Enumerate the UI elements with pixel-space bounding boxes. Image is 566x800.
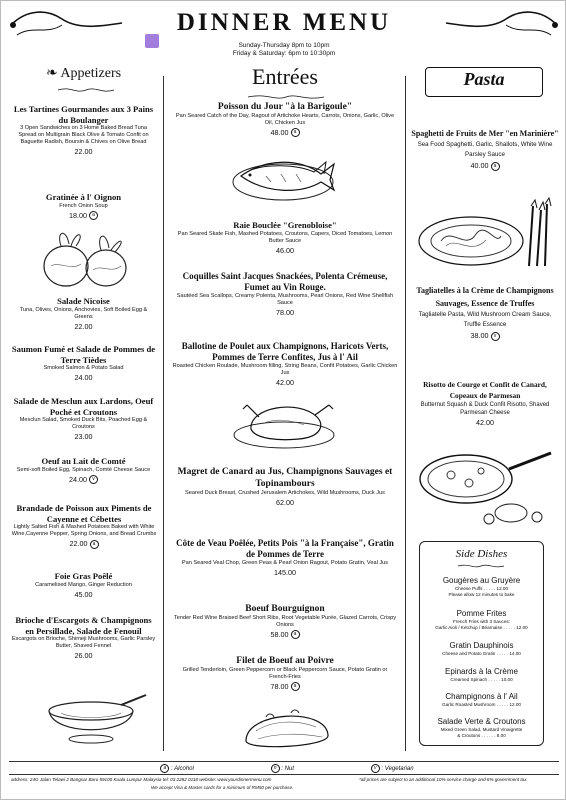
dish-name: Brioche d'Escargots & Champignons en Persillade, Salade de Fenouil	[15, 615, 152, 636]
entrees-heading: Entrées	[252, 64, 318, 89]
appetizer-item	[11, 396, 156, 441]
pasta-heading: Pasta	[463, 69, 505, 89]
dish-desc: Mesclun Salad, Smoked Duck Bits, Poached Egg & Croutons	[19, 417, 148, 430]
dish-price: 45.00	[74, 589, 93, 599]
divider-right	[405, 76, 406, 751]
dish-price: 23.00	[74, 432, 93, 441]
appetizers-heading	[21, 65, 146, 82]
dish-desc: Tuna, Olives, Onions, Anchovies, Soft Boiled Egg & Greens	[19, 306, 148, 320]
dish-desc: Pan Seared Catch of the Day, Ragout of Artichoke Hearts, Carrots, Onions, Garlic, Olive Oil, Chicken Jus	[175, 112, 395, 126]
dish-desc: Caramelised Mango, Ginger Reduction	[35, 581, 132, 588]
fish-illustration	[226, 146, 341, 206]
appetizer-item	[11, 344, 156, 382]
side-dish-note: Please allow 12 minutes to bake	[448, 592, 515, 597]
pasta-item	[411, 128, 559, 171]
dish-price: 48.00 a	[173, 128, 397, 138]
dish-price: 24.00	[74, 373, 93, 382]
side-dish-name: Pomme Frites	[456, 609, 507, 618]
dish-price: 24.00 v	[11, 475, 156, 485]
dish-desc: Roasted Chicken Roulade, Mushroom filling, String Beans, Confit Potatoes, Garlic Chicken Jus	[172, 363, 398, 376]
dish-price: 42.00	[276, 378, 294, 387]
footer-address: address: 24G Jalan Telawi 2 Bangsar Baru 59100 Kuala Lumpur Malaysia tel: 03 2282 0118 website: www.yourdinnermenu.com	[11, 777, 272, 782]
side-dish-desc: Garlic Roasted Mushroom . . . . . 12.00	[442, 702, 521, 707]
alcohol-badge: a	[291, 630, 300, 639]
dish-price: 145.00	[274, 568, 296, 577]
alcohol-badge: a	[291, 128, 300, 137]
opening-hours	[1, 42, 566, 58]
entree-item	[171, 538, 399, 577]
legend-bar	[9, 761, 559, 762]
dish-name: Foie Gras Poêlé	[54, 571, 113, 581]
footer-tax: *all prices are subject to an additional 10% service charge and 6% government tax.	[359, 777, 528, 782]
dish-desc: Escargots on Brioche, Shimeji Mushrooms, Garlic Parsley Butter, Shaved Fennel	[11, 636, 156, 649]
pasta-plate-illustration	[411, 196, 556, 271]
fleuron-icon: ❧	[45, 66, 61, 81]
risotto-pan-illustration	[411, 439, 556, 529]
dish-price: 18.00 a	[11, 211, 156, 221]
hours-weekend: Friday & Saturday: 6pm to 10:30pm	[232, 50, 336, 57]
entree-item	[173, 604, 397, 639]
side-dish-name: Gougères au Gruyère	[442, 576, 521, 585]
side-dish-desc: French Fries with 3 Sauces:	[453, 619, 510, 624]
dish-price: 78.00	[276, 308, 294, 317]
soup-bowl-illustration	[41, 691, 151, 746]
appetizer-item	[11, 296, 156, 331]
dish-desc: Butternut Squash & Duck Confit Risotto, Shaved Parmesan Cheese	[420, 402, 550, 416]
appetizer-item	[11, 571, 156, 599]
dish-name: Oeuf au Lait de Comté	[41, 456, 126, 466]
dish-name: Salade Nicoise	[57, 296, 110, 306]
dish-name: Spaghetti de Fruits de Mer "en Marinière"	[411, 129, 559, 138]
dish-price: 42.00	[476, 418, 494, 427]
side-dish-desc: Mixed Green Salad, Mustard Vinaigrette	[440, 727, 523, 732]
dish-desc: Tagliatelle Pasta, Wild Mushroom Cream Sauce, Truffle Essence	[418, 311, 552, 328]
alcohol-badge: a	[291, 682, 300, 691]
appetizers-heading-text: Appetizers	[60, 66, 122, 81]
dish-desc: Sea Food Spaghetti, Garlic, Shallots, White Wine Parsley Sauce	[417, 141, 553, 158]
dish-name: Brandade de Poisson aux Piments de Cayenne et Cébettes	[16, 503, 152, 524]
dish-desc: Smoked Salmon & Potato Salad	[43, 365, 124, 371]
divider-left	[163, 76, 164, 751]
dish-desc: Grilled Tenderloin, Green Peppercorn or Black Peppercorn Sauce, Potato Gratin or French-Fries	[182, 666, 388, 680]
hours-weekday: Sunday-Thursday 8pm to 10pm	[238, 42, 330, 49]
roast-chicken-illustration	[229, 393, 339, 453]
dish-price: 58.00 a	[173, 630, 397, 640]
dish-name: Coquilles Saint Jacques Snackées, Polenta Crémeuse, Fumet au Vin Rouge.	[182, 271, 388, 292]
side-dish-item	[419, 576, 544, 598]
beef-illustration	[236, 701, 336, 753]
dish-price: 26.00	[74, 651, 93, 660]
appetizer-item	[11, 456, 156, 484]
dish-desc: French Onion Soup	[59, 202, 108, 209]
dish-desc: Semi-soft Boiled Egg, Spinach, Comté Cheese Sauce	[16, 466, 151, 473]
alcohol-badge: a	[160, 764, 169, 773]
legend-nut: n : Nut	[269, 764, 294, 773]
dish-name: Les Tartines Gourmandes aux 3 Pains du Boulanger	[13, 104, 154, 125]
appetizer-item	[9, 503, 159, 549]
side-dish-item	[419, 667, 544, 683]
vegetarian-badge: v	[371, 764, 380, 773]
dish-name: Poisson du Jour "à la Barigoule"	[217, 102, 353, 112]
dish-name: Magret de Canard au Jus, Champignons Sauvages et Topinambours	[177, 467, 393, 489]
dish-name: Raie Bouclée "Grenobloise"	[233, 220, 337, 230]
side-dish-desc: Cheese and Potato Gratin . . . . . 14.00	[442, 651, 521, 656]
side-dish-name: Champignons à l' Ail	[445, 692, 518, 701]
side-dish-item	[419, 692, 544, 708]
legend-vegetarian: v : Vegetarian	[369, 764, 414, 773]
dish-name: Gratinée à l' Oignon	[45, 192, 122, 202]
legend-alcohol: a : Alcohol	[158, 764, 193, 773]
dish-name: Risotto de Courge et Confit de Canard, Copeaux de Parmesan	[423, 380, 547, 400]
appetizer-item	[11, 615, 156, 660]
dish-desc: Lightly Salted Fish & Mashed Potatoes Baked with White Wine,Cayenne Pepper, Spring Onions, and Bread Crumbs	[11, 524, 157, 537]
side-dishes-heading: Side Dishes	[455, 548, 508, 560]
entree-item	[173, 102, 397, 137]
dish-price: 40.00 a	[411, 161, 559, 171]
dish-desc: Pan Seared Skate Fish, Mashed Potatoes, Croutons, Capers, Diced Tomatoes, Lemon Butter Sauce	[177, 230, 393, 244]
entree-item	[173, 220, 397, 255]
vegetarian-badge: v	[491, 332, 500, 341]
appetizers-flourish	[56, 86, 116, 94]
footer-cards: We accept Visa & Master cards for a minimum of RM50 per purchase.	[151, 785, 294, 790]
side-dish-item	[419, 717, 544, 739]
appetizer-item	[11, 104, 156, 156]
footer-rule	[9, 774, 559, 775]
entrees-flourish	[246, 93, 326, 101]
vegetables-illustration	[31, 226, 141, 291]
dish-price: 22.00	[74, 321, 93, 331]
entree-item	[173, 656, 397, 691]
dish-name: Saumon Fumé et Salade de Pommes de Terre Tièdes	[11, 344, 156, 365]
dish-price: 78.00 a	[173, 682, 397, 692]
dish-name: Filet de Boeuf au Poivre	[236, 656, 334, 666]
dish-desc: Seared Duck Breast, Crushed Jerusalem Artichokes, Wild Mushrooms, Duck Jus	[185, 490, 385, 496]
side-dish-item	[419, 641, 544, 657]
alcohol-badge: a	[90, 540, 99, 549]
side-dish-name: Gratin Dauphinois	[449, 641, 514, 650]
dish-price: 62.00	[276, 498, 294, 507]
side-dish-desc: Creamed Spinach . . . . . 10.00	[450, 677, 513, 682]
entree-item	[173, 466, 397, 507]
entree-item	[171, 341, 399, 387]
side-dish-item	[419, 609, 544, 631]
menu-title: DINNER MENU	[176, 9, 392, 36]
side-dish-desc: Cheese Puffs . . . . . 12.00	[454, 586, 509, 591]
dish-name: Boeuf Bourguignon	[245, 604, 325, 614]
pasta-item	[411, 285, 559, 341]
dish-price: 38.00 v	[411, 331, 559, 341]
dish-price: 22.00 a	[9, 539, 159, 549]
side-dish-name: Salade Verte & Croutons	[437, 717, 526, 726]
entree-item	[173, 271, 397, 317]
side-dishes-flourish	[456, 563, 506, 569]
dish-name: Salade de Mesclun aux Lardons, Oeuf Poché et Croutons	[13, 396, 154, 417]
dish-desc: Pan Seared Veal Chop, Green Peas & Pearl Onion Ragout, Potato Gratin, Veal Jus	[181, 560, 389, 566]
alcohol-badge: a	[491, 162, 500, 171]
vegetarian-badge: v	[89, 475, 98, 484]
nut-badge: n	[271, 764, 280, 773]
alcohol-badge: a	[89, 211, 98, 220]
dish-name: Ballotine de Poulet aux Champignons, Haricots Verts, Pommes de Terre Confites, Jus à l' Ail	[181, 341, 389, 362]
dish-desc: Tender Red Wine Braised Beef Short Ribs, Root Vegetable Purée, Glazed Carrots, Crispy Onions	[174, 614, 396, 628]
side-dish-name: Epinards à la Crème	[445, 667, 518, 676]
dish-desc: Sautéed Sea Scallops, Creamy Polenta, Mushrooms, Pearl Onions, Red Wine Shellfish Sauce	[176, 293, 394, 306]
legend	[121, 764, 451, 773]
dish-name: Tagliatelles à la Crème de Champignons Sauvages, Essence de Truffes	[416, 286, 554, 308]
side-dish-note: & Croutons . . . . . . 8.00	[457, 733, 506, 738]
dish-name: Côte de Veau Poêlée, Petits Pois "à la Française", Gratin de Pommes de Terre	[176, 538, 394, 559]
side-dish-note: Garlic Aioli / Ketchup / Béarnaise . . . . . 12.00	[435, 625, 528, 630]
pasta-item	[409, 379, 561, 427]
appetizer-item	[11, 192, 156, 220]
dish-desc: 3 Open Sandwiches on 3 Home Baked Bread Tuna Spread on Multigrain Black Olive & Tomato Confit on Baguette Radish, Boursin & Chives on Olive Bread	[18, 125, 149, 145]
dish-price: 46.00	[276, 245, 294, 255]
dish-price: 22.00	[74, 147, 93, 156]
